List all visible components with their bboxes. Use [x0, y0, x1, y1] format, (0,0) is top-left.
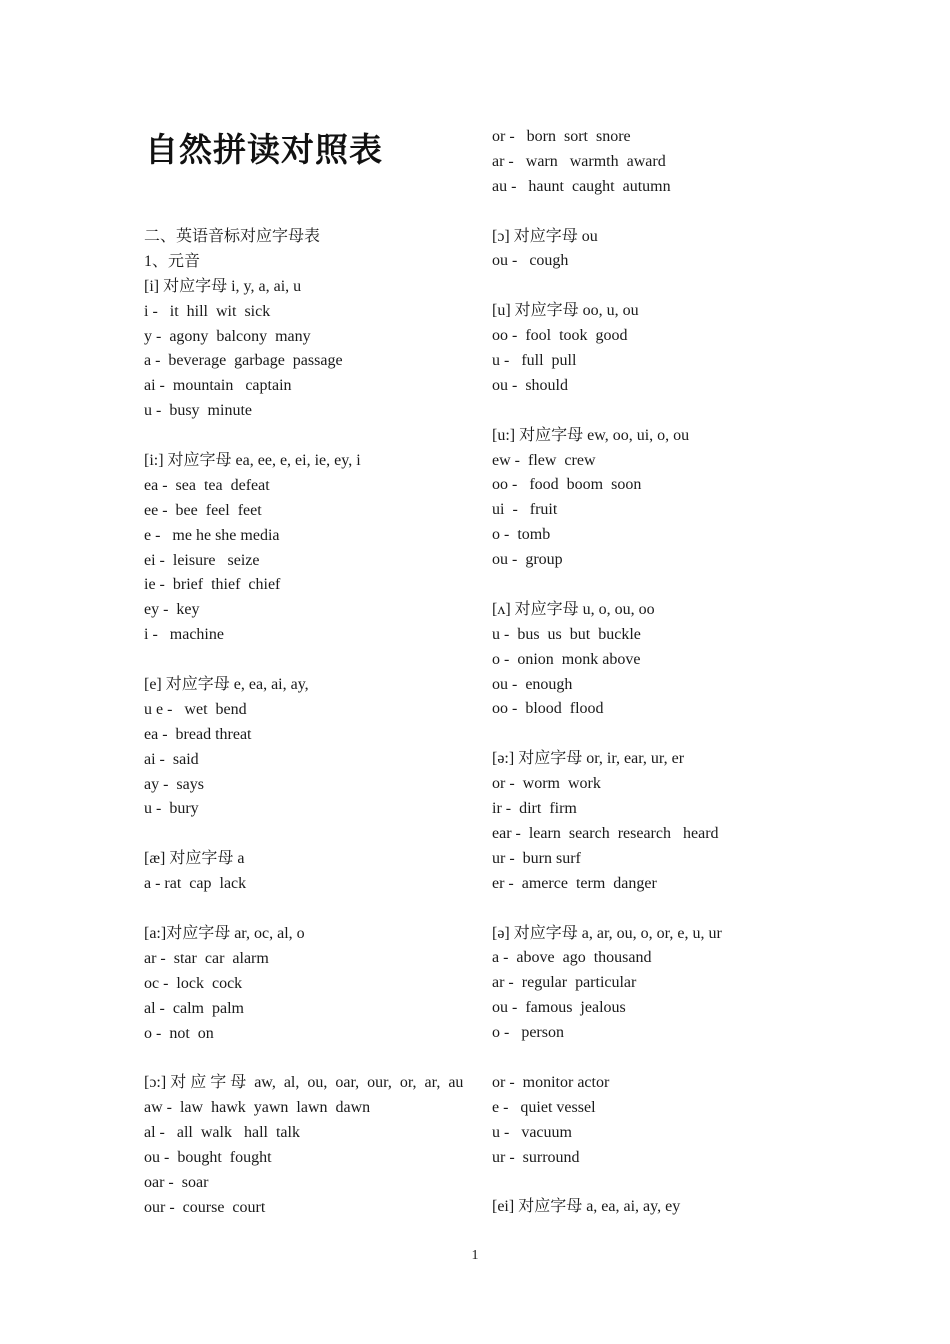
text-line: ou - cough — [492, 252, 569, 270]
blank-line — [492, 897, 827, 922]
text-line: ou - should — [492, 376, 568, 394]
text-line: a - above ago thousand — [492, 949, 652, 967]
text-line: ou - enough — [492, 675, 573, 693]
text-line: ee - bee feel feet — [144, 501, 262, 519]
blank-line — [492, 573, 827, 598]
text-line: e - me he she media — [144, 526, 280, 544]
text-line: ew - flew crew — [492, 451, 596, 469]
text-line: u - bury — [144, 800, 199, 818]
text-line: ie - brief thief chief — [144, 576, 281, 594]
text-line: u e - wet bend — [144, 700, 247, 718]
text-line: ar - star car alarm — [144, 949, 269, 967]
text-line: o - person — [492, 1024, 564, 1042]
blank-line — [492, 1046, 827, 1071]
text-line: or - born sort snore — [492, 128, 631, 145]
blank-line — [144, 424, 479, 449]
text-line: [i:] 对应字母 ea, ee, e, ei, ie, ey, i — [144, 452, 361, 470]
text-line: ea - bread threat — [144, 725, 252, 743]
text-line: ur - burn surf — [492, 849, 581, 867]
text-line: ar - warn warmth award — [492, 152, 666, 170]
text-line: au - haunt caught autumn — [492, 177, 671, 195]
text-line: [æ] 对应字母 a — [144, 850, 245, 868]
text-line: aw - law hawk yawn lawn dawn — [144, 1099, 371, 1117]
text-line: [i] 对应字母 i, y, a, ai, u — [144, 277, 302, 295]
text-line: al - all walk hall talk — [144, 1124, 300, 1142]
text-line: u - bus us but buckle — [492, 625, 641, 643]
blank-line — [144, 1046, 479, 1071]
text-line: oo - blood flood — [492, 700, 604, 718]
text-line: u - full pull — [492, 352, 577, 370]
text-line: [ɔ:] 对 应 字 母 aw, al, ou, oar, our, or, ar, au — [144, 1074, 464, 1092]
text-line: [ɔ] 对应字母 ou — [492, 227, 598, 245]
blank-line — [144, 822, 479, 847]
text-line: [ə:] 对应字母 or, ir, ear, ur, er — [492, 750, 685, 768]
text-line: o - not on — [144, 1024, 214, 1042]
text-line: [u:] 对应字母 ew, oo, ui, o, ou — [492, 426, 690, 444]
text-line: ou - famous jealous — [492, 999, 626, 1017]
text-line: i - it hill wit sick — [144, 302, 271, 320]
text-line: our - course court — [144, 1198, 266, 1216]
text-line: oo - food boom soon — [492, 476, 642, 494]
text-line: i - machine — [144, 626, 224, 644]
text-line: [e] 对应字母 e, ea, ai, ay, — [144, 676, 309, 694]
text-line: oar - soar — [144, 1173, 209, 1191]
blank-line — [492, 1170, 827, 1195]
text-line: [ei] 对应字母 a, ea, ai, ay, ey — [492, 1198, 681, 1216]
text-line: [ə] 对应字母 a, ar, ou, o, or, e, u, ur — [492, 924, 722, 942]
text-line: ai - mountain captain — [144, 377, 292, 395]
text-line: u - vacuum — [492, 1123, 572, 1141]
blank-line — [492, 399, 827, 424]
page-title: 自然拼读对照表 — [145, 130, 383, 169]
text-line: y - agony balcony many — [144, 327, 311, 345]
text-line: o - tomb — [492, 526, 551, 544]
text-line: oo - fool took good — [492, 327, 628, 345]
text-line: al - calm palm — [144, 999, 244, 1017]
text-line: 二、英语音标对应字母表 — [144, 228, 321, 245]
blank-line — [492, 200, 827, 225]
text-line: ea - sea tea defeat — [144, 476, 270, 494]
text-line: ur - surround — [492, 1148, 580, 1166]
page-number: 1 — [471, 1248, 479, 1263]
text-line: [u] 对应字母 oo, u, ou — [492, 302, 639, 320]
text-line: ey - key — [144, 601, 200, 619]
text-line: e - quiet vessel — [492, 1098, 596, 1116]
text-line: ai - said — [144, 750, 199, 768]
left-column — [144, 225, 479, 1221]
text-line: a - beverage garbage passage — [144, 352, 343, 370]
text-line: oc - lock cock — [144, 974, 243, 992]
text-line: 1、元音 — [144, 252, 201, 270]
text-line: o - onion monk above — [492, 650, 641, 668]
text-line: er - amerce term danger — [492, 874, 657, 892]
blank-line — [492, 722, 827, 747]
text-line: or - monitor actor — [492, 1073, 610, 1091]
text-line: ou - group — [492, 551, 563, 569]
blank-line — [144, 897, 479, 922]
text-line: [ʌ] 对应字母 u, o, ou, oo — [492, 600, 655, 618]
text-line: [a:]对应字母 ar, oc, al, o — [144, 924, 305, 942]
text-line: ei - leisure seize — [144, 551, 260, 569]
blank-line — [144, 648, 479, 673]
text-line: u - busy minute — [144, 402, 252, 420]
text-line: or - worm work — [492, 775, 601, 793]
text-line: ou - bought fought — [144, 1148, 272, 1166]
right-column — [492, 125, 827, 1220]
text-line: ui - fruit — [492, 501, 558, 519]
text-line: ar - regular particular — [492, 974, 637, 992]
blank-line — [492, 274, 827, 299]
text-line: ay - says — [144, 775, 204, 793]
text-line: ear - learn search research heard — [492, 824, 719, 842]
text-line: a - rat cap lack — [144, 875, 247, 893]
text-line: ir - dirt firm — [492, 800, 577, 818]
